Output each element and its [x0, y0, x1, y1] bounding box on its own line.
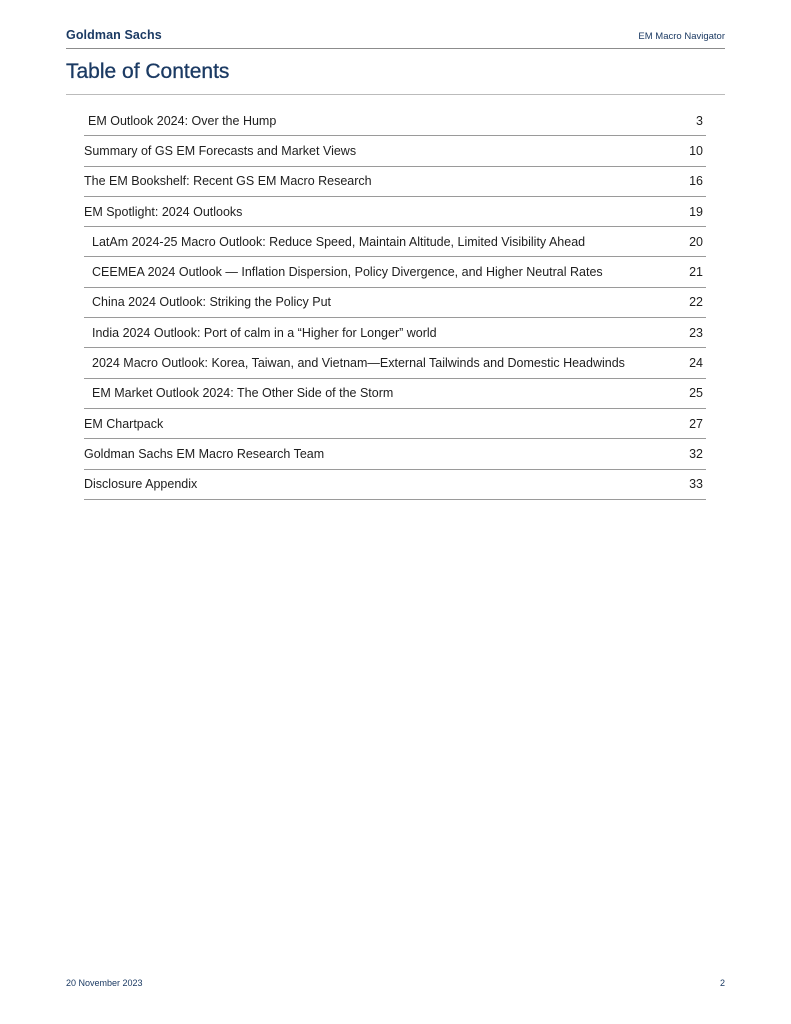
toc-entry-page: 20: [689, 234, 703, 249]
toc-entry[interactable]: [84, 136, 706, 166]
toc-entry[interactable]: [84, 197, 706, 227]
toc-entry-title: China 2024 Outlook: Striking the Policy Put: [92, 295, 332, 310]
toc-entry[interactable]: [84, 348, 706, 378]
toc-entry[interactable]: [84, 288, 706, 318]
toc-entry-title: EM Outlook 2024: Over the Hump: [88, 113, 277, 128]
toc-entry-page: 25: [689, 386, 703, 401]
toc-entry-page: 27: [689, 416, 703, 431]
footer-page-number: 2: [719, 978, 725, 988]
toc-entry[interactable]: [84, 167, 706, 197]
toc-entry-page: 22: [689, 295, 703, 310]
page-title: Table of Contents: [66, 60, 230, 83]
toc-entry-page: 19: [689, 204, 703, 219]
toc-entry-page: 23: [689, 325, 703, 340]
toc-entry-title: EM Spotlight: 2024 Outlooks: [84, 204, 243, 219]
toc-entry[interactable]: [84, 379, 706, 409]
footer-date: 20 November 2023: [66, 978, 143, 988]
title-divider: [66, 94, 725, 95]
toc-entry[interactable]: [84, 439, 706, 469]
toc-entry[interactable]: [84, 409, 706, 439]
toc-entry-title: 2024 Macro Outlook: Korea, Taiwan, and Vietnam—External Tailwinds and Domestic Headwinds: [92, 356, 625, 371]
toc-entry-title: EM Market Outlook 2024: The Other Side of the Storm: [92, 386, 394, 401]
toc-entry-title: Disclosure Appendix: [84, 477, 198, 492]
page-footer: [66, 978, 725, 992]
toc-entry-title: India 2024 Outlook: Port of calm in a “Higher for Longer” world: [92, 325, 437, 340]
header-divider: [66, 48, 725, 49]
toc-entry-page: 21: [689, 265, 703, 280]
brand-name: Goldman Sachs: [66, 28, 162, 42]
toc-entry-page: 10: [689, 143, 703, 158]
toc-entry[interactable]: [84, 318, 706, 348]
toc-entry[interactable]: [84, 470, 706, 500]
toc-entry[interactable]: [84, 106, 706, 136]
toc-entry-title: Summary of GS EM Forecasts and Market Views: [84, 143, 357, 158]
page-header: [66, 28, 725, 48]
toc-entry[interactable]: [84, 257, 706, 287]
toc-entry-page: 24: [689, 356, 703, 371]
toc-entry-title: The EM Bookshelf: Recent GS EM Macro Research: [84, 174, 372, 189]
toc-entry-page: 33: [689, 477, 703, 492]
toc-entry-page: 16: [689, 174, 703, 189]
toc-entry-title: LatAm 2024-25 Macro Outlook: Reduce Speed, Maintain Altitude, Limited Visibility Ahead: [92, 234, 586, 249]
publication-name: EM Macro Navigator: [638, 31, 725, 42]
toc-entry-title: CEEMEA 2024 Outlook — Inflation Dispersion, Policy Divergence, and Higher Neutral Rates: [92, 265, 603, 280]
toc-entry[interactable]: [84, 227, 706, 257]
toc-entry-title: Goldman Sachs EM Macro Research Team: [84, 446, 325, 461]
toc-entry-page: 32: [689, 446, 703, 461]
toc-list: [84, 106, 706, 500]
toc-entry-title: EM Chartpack: [84, 416, 164, 431]
toc-entry-page: 3: [696, 113, 703, 128]
